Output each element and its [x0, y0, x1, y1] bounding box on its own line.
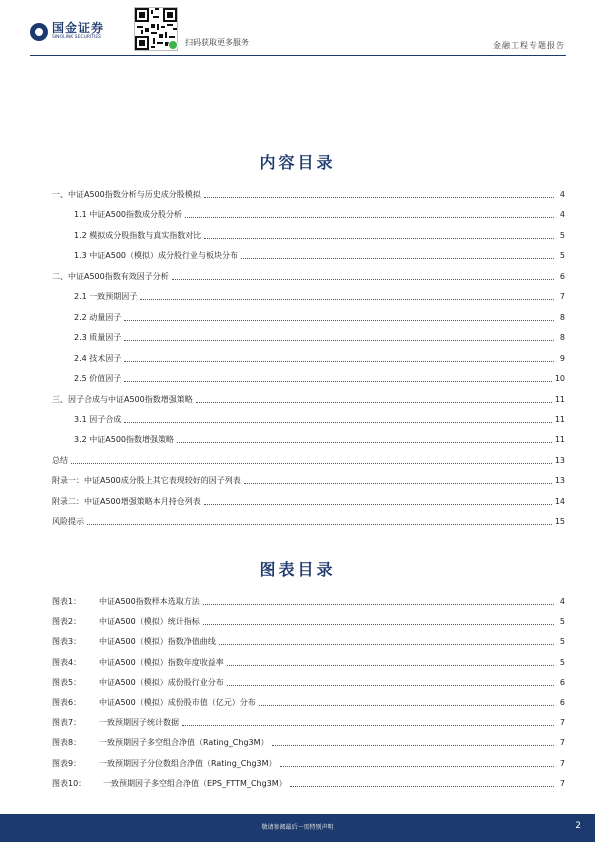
figure-entry-title: 一致预期因子分位数组合净值（Rating_Chg3M） — [99, 758, 277, 768]
figure-entry-page: 6 — [559, 698, 565, 707]
toc-entry[interactable] — [74, 372, 565, 384]
toc-leader-dots — [124, 422, 552, 423]
header-divider — [30, 55, 566, 56]
figure-leader-dots — [290, 786, 554, 787]
toc-entry-page: 4 — [559, 190, 565, 199]
toc-title: 内容目录 — [259, 153, 336, 172]
figures-title: 图表目录 — [259, 560, 336, 579]
toc-entry[interactable] — [74, 331, 565, 343]
figure-entry-label: 图表5： — [52, 677, 82, 687]
figure-entry-title: 中证A500（模拟）成份股行业分布 — [99, 677, 224, 687]
toc-leader-dots — [124, 381, 552, 382]
figure-entry[interactable] — [52, 656, 565, 668]
wechat-badge-icon — [168, 40, 178, 50]
toc-leader-dots — [241, 258, 554, 259]
toc-leader-dots — [87, 524, 552, 525]
toc-entry-page: 11 — [554, 435, 565, 445]
toc-entry[interactable] — [74, 352, 565, 364]
figure-entry-title: 中证A500指数样本选取方法 — [99, 597, 200, 606]
figure-entry-title: 一致预期因子统计数据 — [99, 718, 179, 728]
toc-leader-dots — [140, 299, 554, 300]
toc-entry-title: 2.4 技术因子 — [74, 353, 122, 363]
toc-entry[interactable] — [52, 515, 565, 527]
figure-entry-title: 中证A500（模拟）统计指标 — [99, 617, 200, 627]
toc-entry-title: 2.2 动量因子 — [74, 312, 122, 322]
toc-leader-dots — [204, 504, 552, 505]
figure-entry-label: 图表8： — [52, 738, 82, 748]
toc-entry-page: 13 — [554, 455, 565, 465]
figure-entry-label: 图表4： — [52, 657, 82, 667]
toc-entry-page: 11 — [554, 394, 565, 404]
toc-entry[interactable] — [74, 290, 565, 302]
toc-entry[interactable] — [74, 249, 565, 261]
toc-leader-dots — [124, 340, 554, 341]
toc-entry-page: 9 — [559, 353, 565, 363]
figure-entry-page: 7 — [559, 778, 565, 788]
figure-entry-title: 一致预期因子多空组合净值（EPS_FTTM_Chg3M） — [103, 778, 287, 788]
figure-entry-title: 中证A500（模拟）成份股市值（亿元）分布 — [99, 698, 256, 707]
toc-entry-title: 2.5 价值因子 — [74, 374, 122, 384]
toc-entry-title: 1.1 中证A500指数成分股分析 — [74, 210, 183, 220]
toc-entry-page: 7 — [559, 292, 565, 302]
toc-entry-title: 2.3 质量因子 — [74, 333, 122, 343]
toc-leader-dots — [185, 217, 554, 218]
toc-leader-dots — [204, 197, 554, 198]
toc-entry-page: 6 — [559, 271, 565, 281]
figure-entry-page: 6 — [559, 677, 565, 687]
toc-entry[interactable] — [52, 270, 565, 282]
figure-entry-page: 5 — [559, 657, 565, 667]
toc-leader-dots — [204, 238, 554, 239]
figure-entry[interactable] — [52, 716, 565, 728]
toc-entry-page: 5 — [559, 230, 565, 240]
toc-entry[interactable] — [74, 433, 565, 445]
toc-entry-page: 8 — [559, 333, 565, 343]
figure-entry-title: 中证A500（模拟）指数净值曲线 — [99, 637, 216, 647]
toc-entry-page: 13 — [554, 476, 565, 486]
toc-leader-dots — [244, 483, 552, 484]
toc-entry[interactable] — [74, 311, 565, 323]
figure-entry-page: 5 — [559, 637, 565, 647]
figure-entry-page: 7 — [559, 738, 565, 748]
figure-leader-dots — [272, 745, 554, 746]
toc-entry-title: 附录一：中证A500成分股上其它表现较好的因子列表 — [52, 476, 241, 486]
toc-entry-title: 3.2 中证A500指数增强策略 — [74, 435, 175, 445]
toc-entry-page: 8 — [559, 312, 565, 322]
logo-mark-icon — [30, 23, 48, 41]
toc-entry[interactable] — [52, 393, 565, 405]
figure-entry[interactable] — [52, 595, 565, 607]
toc-entry-title: 一、中证A500指数分析与历史成分股模拟 — [52, 190, 201, 199]
figure-entry-label: 图表2： — [52, 617, 82, 627]
toc-leader-dots — [124, 320, 554, 321]
toc-entry-title: 1.2 模拟成分股指数与真实指数对比 — [74, 230, 202, 240]
footer-disclaimer[interactable]: 敬请参阅最后一页特别声明 — [261, 824, 334, 831]
figure-entry-page: 7 — [559, 758, 565, 768]
toc-entry[interactable] — [52, 474, 565, 486]
toc-entry[interactable] — [74, 229, 565, 241]
toc-entry[interactable] — [52, 454, 565, 466]
figure-entry[interactable] — [52, 635, 565, 647]
figure-leader-dots — [203, 624, 554, 625]
figure-entry-label: 图表3： — [52, 637, 82, 647]
toc-entry-page: 14 — [554, 496, 565, 506]
toc-entry-title: 附录二：中证A500增强策略本月持仓列表 — [52, 496, 201, 506]
toc-leader-dots — [196, 402, 552, 403]
toc-entry-page: 11 — [554, 414, 565, 424]
figure-leader-dots — [182, 725, 554, 726]
scan-prompt: 扫码获取更多服务 — [185, 38, 249, 47]
figure-entry[interactable] — [52, 676, 565, 688]
figure-leader-dots — [259, 705, 554, 706]
figure-entry-label: 图表9： — [52, 758, 82, 768]
figure-entry-label: 图表10： — [52, 778, 87, 788]
page-header — [0, 0, 595, 60]
toc-entry-page: 10 — [554, 374, 565, 384]
toc-entry[interactable] — [52, 188, 565, 200]
figure-entry-label: 图表1： — [52, 597, 82, 606]
toc-entry-title: 三、因子合成与中证A500指数增强策略 — [52, 394, 193, 404]
figure-entry-page: 7 — [559, 718, 565, 728]
toc-leader-dots — [172, 279, 554, 280]
toc-leader-dots — [71, 463, 552, 464]
figure-entry-page: 5 — [559, 617, 565, 627]
toc-entry-title: 总结 — [52, 455, 68, 465]
toc-entry[interactable] — [74, 413, 565, 425]
figure-entry-title: 中证A500（模拟）指数年度收益率 — [99, 657, 224, 667]
toc-entry-page: 5 — [559, 251, 565, 261]
toc-entry-page: 15 — [554, 517, 565, 527]
figure-entry[interactable] — [52, 777, 565, 789]
logo-chinese-name: 国金证券 — [52, 21, 105, 35]
logo-english-name: SINOLINK SECURITIES — [52, 35, 102, 40]
figure-entry[interactable] — [52, 757, 565, 769]
figure-leader-dots — [219, 644, 554, 645]
toc-entry[interactable] — [52, 495, 565, 507]
figure-entry[interactable] — [52, 615, 565, 627]
toc-entry-page: 4 — [559, 210, 565, 220]
company-logo — [30, 22, 104, 41]
page-number: 2 — [575, 821, 581, 831]
figure-entry-label: 图表7： — [52, 718, 82, 728]
figure-entry[interactable] — [52, 736, 565, 748]
page-footer — [0, 814, 595, 842]
toc-entry-title: 二、中证A500指数有效因子分析 — [52, 271, 169, 281]
toc-leader-dots — [124, 361, 554, 362]
figure-entry-page: 4 — [559, 597, 565, 606]
figure-leader-dots — [227, 665, 554, 666]
toc-entry-title: 1.3 中证A500（模拟）成分股行业与板块分布 — [74, 251, 239, 261]
figure-entry-title: 一致预期因子多空组合净值（Rating_Chg3M） — [99, 738, 269, 748]
toc-entry-title: 2.1 一致预期因子 — [74, 292, 138, 302]
figure-leader-dots — [227, 685, 554, 686]
figure-leader-dots — [280, 766, 554, 767]
toc-entry-title: 3.1 因子合成 — [74, 414, 122, 424]
figure-entry-label: 图表6： — [52, 698, 82, 707]
figure-leader-dots — [203, 604, 554, 605]
figure-entry[interactable] — [52, 696, 565, 708]
toc-entry-title: 风险提示 — [52, 517, 84, 527]
toc-leader-dots — [177, 442, 552, 443]
report-type-label: 金融工程专题报告 — [493, 41, 565, 50]
toc-entry[interactable] — [74, 208, 565, 220]
